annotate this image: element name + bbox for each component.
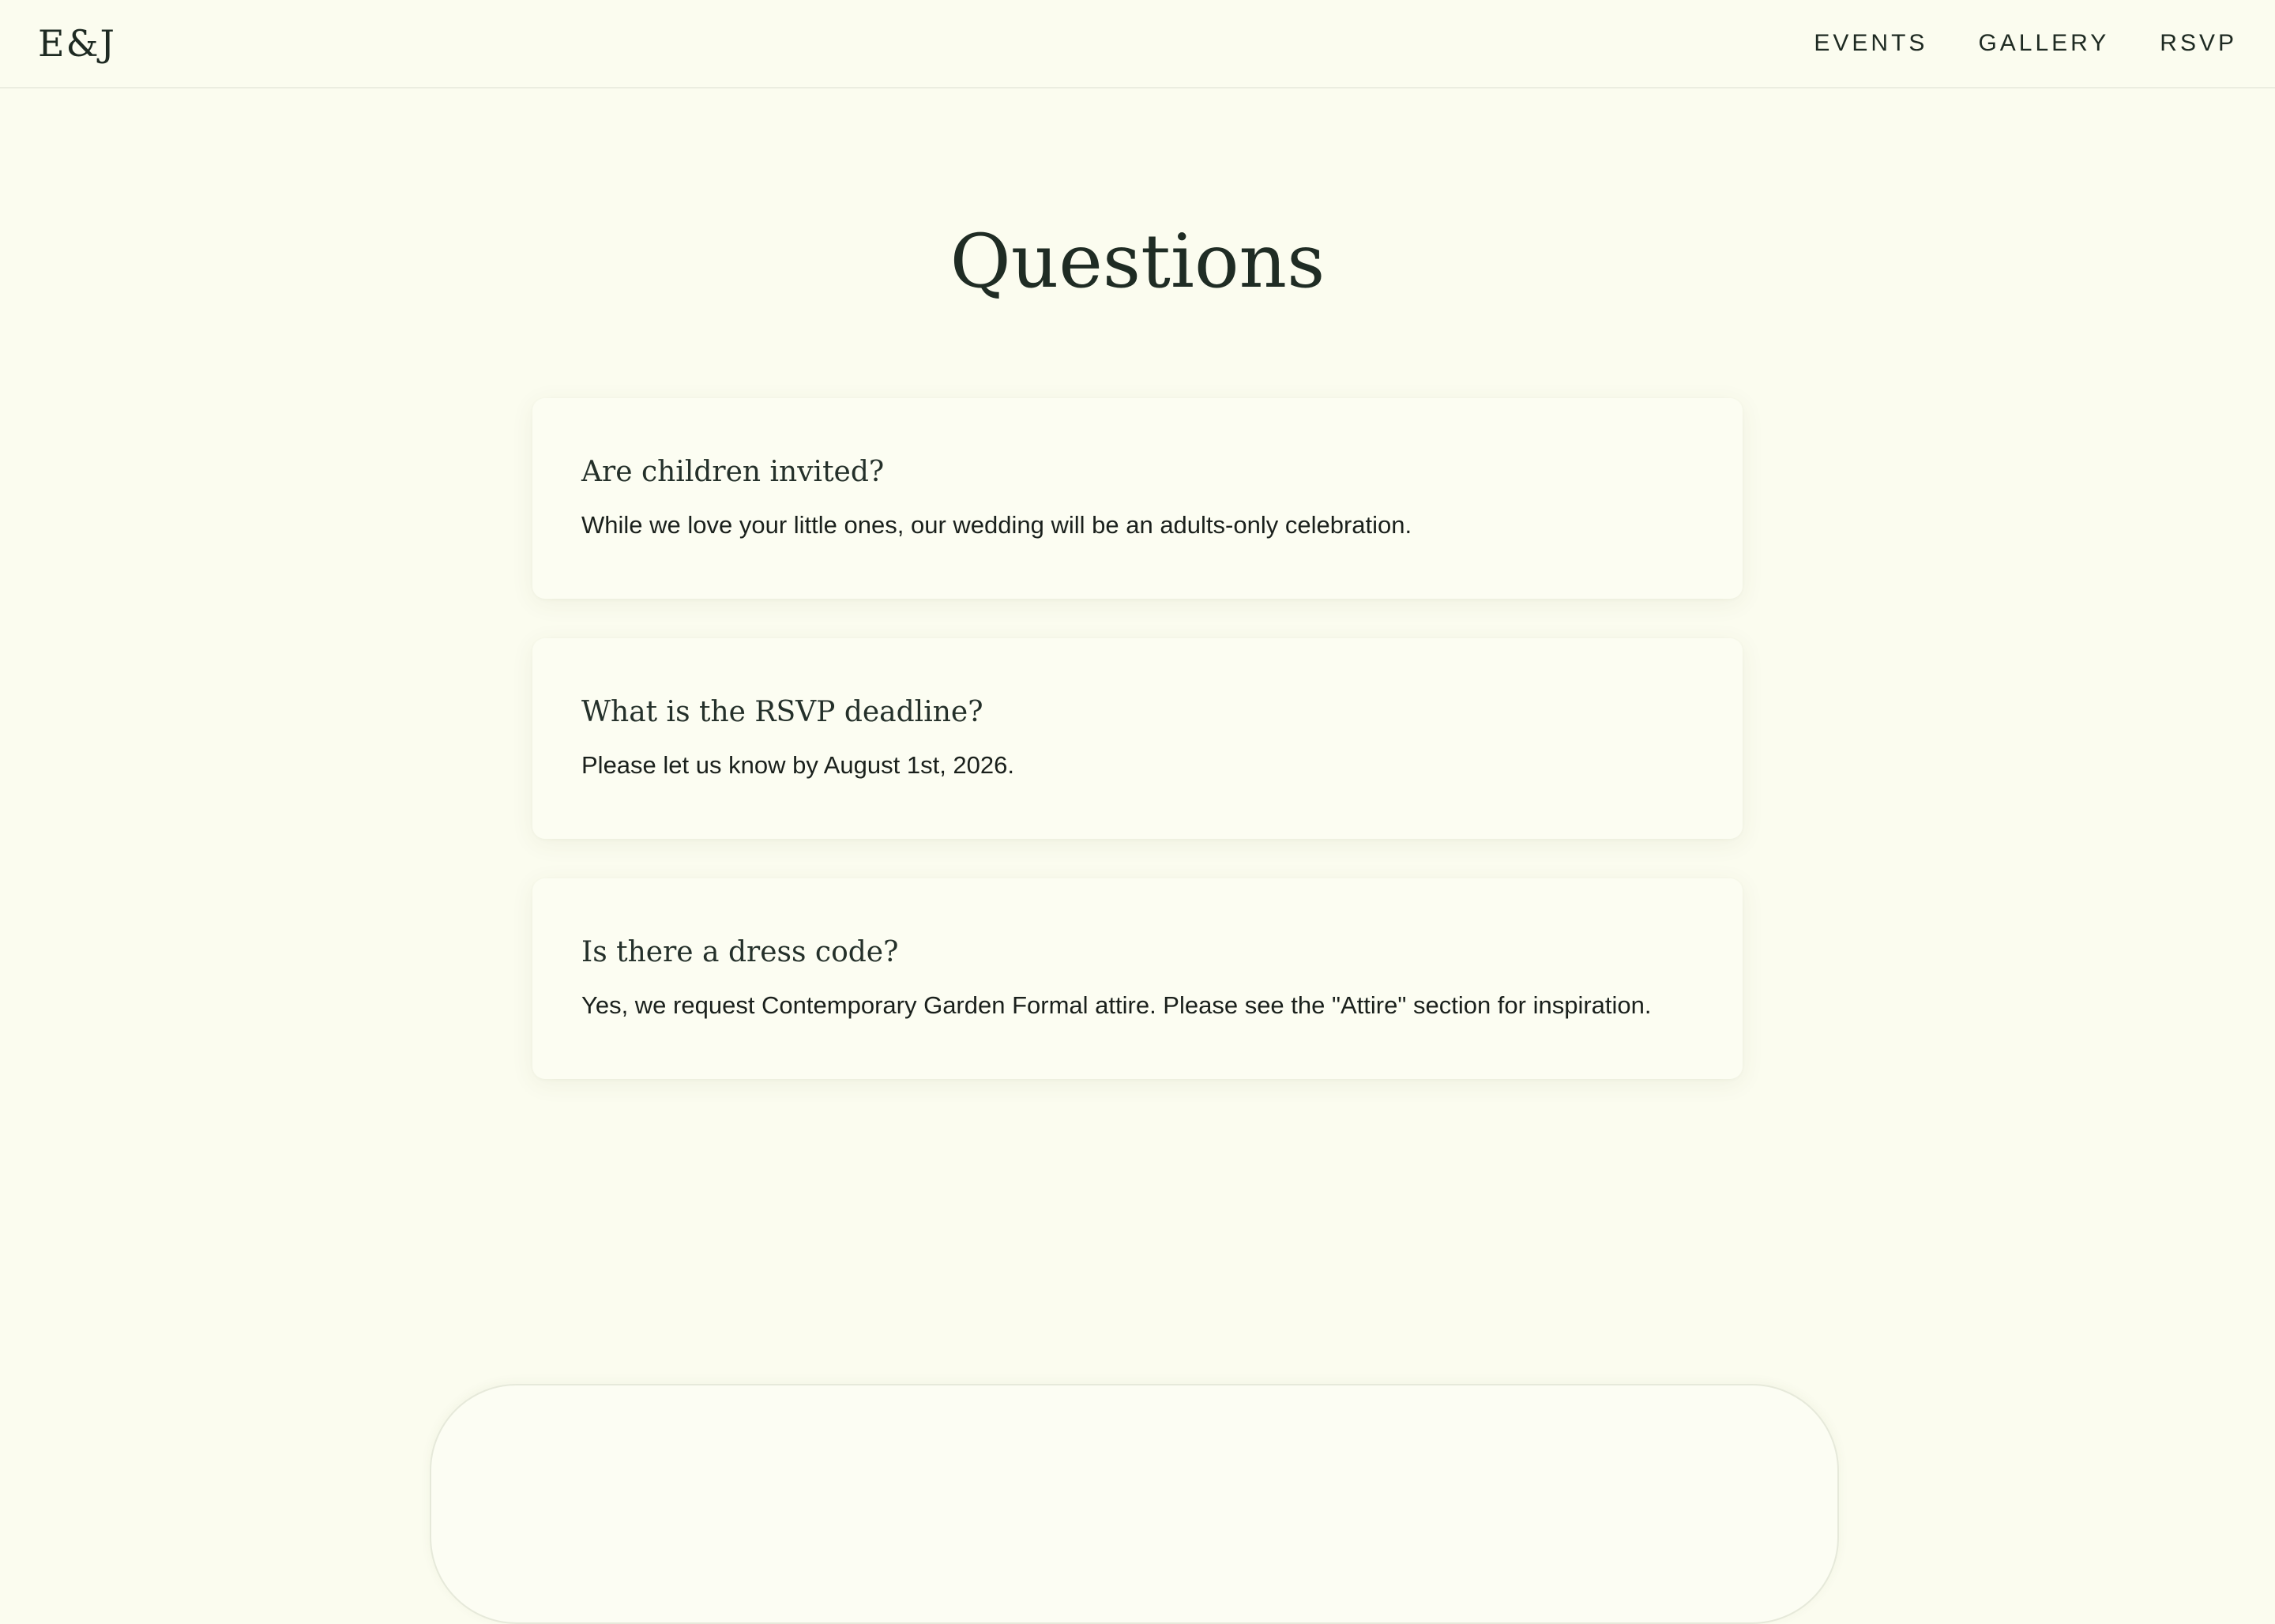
faq-card-rsvp-deadline xyxy=(532,638,1743,839)
faq-question: Are children invited? xyxy=(581,456,885,488)
site-logo[interactable]: E&J xyxy=(38,22,116,65)
faq-card-dress-code xyxy=(532,878,1743,1079)
page-title: Questions xyxy=(949,219,1326,305)
nav-link-events[interactable]: EVENTS xyxy=(1814,30,1928,56)
faq-answer: While we love your little ones, our wedding will be an adults-only celebration. xyxy=(581,511,1412,539)
faq-list xyxy=(532,398,1743,1118)
faq-question: Is there a dress code? xyxy=(581,936,899,968)
nav-link-rsvp[interactable]: RSVP xyxy=(2160,30,2237,56)
main-nav xyxy=(1814,24,2237,63)
faq-card-children xyxy=(532,398,1743,599)
site-header xyxy=(0,0,2275,88)
nav-link-gallery[interactable]: GALLERY xyxy=(1978,30,2110,56)
faq-answer: Yes, we request Contemporary Garden Formal attire. Please see the "Attire" section for inspiration. xyxy=(581,991,1652,1019)
next-section-panel xyxy=(430,1384,1839,1624)
faq-answer: Please let us know by August 1st, 2026. xyxy=(581,751,1015,779)
faq-question: What is the RSVP deadline? xyxy=(581,696,983,728)
